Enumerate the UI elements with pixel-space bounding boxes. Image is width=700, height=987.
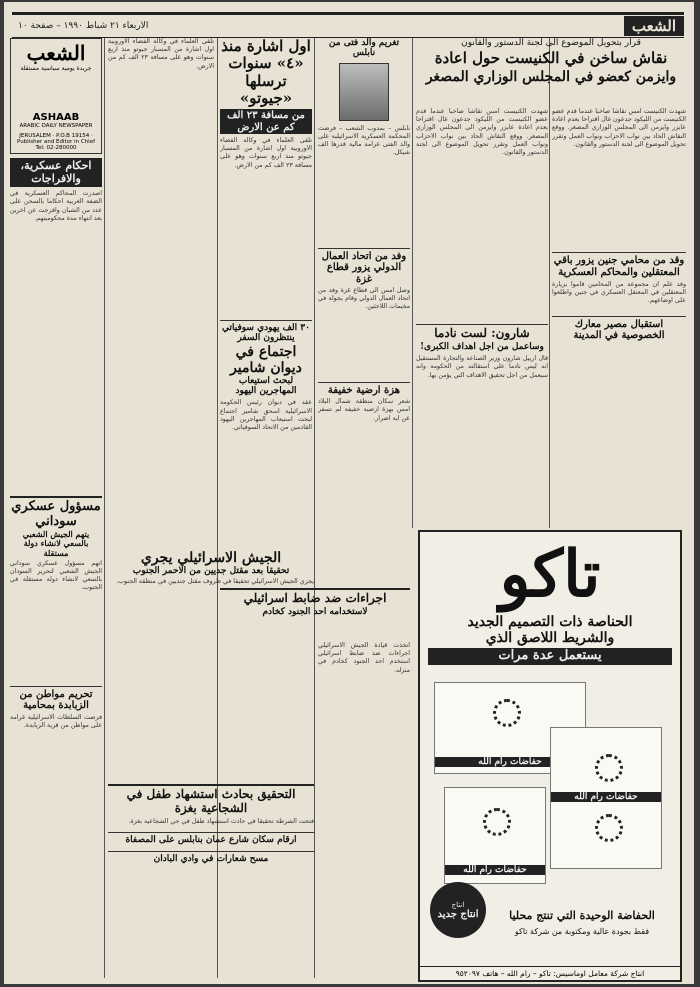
column-rule xyxy=(314,38,315,978)
privacy-headline: استقبال مصير معارك الخصوصية في المدينة xyxy=(552,316,686,342)
diaper-pack-label: حفاضات رام الله xyxy=(551,792,661,802)
army-headline: الجيش الاسرائيلي يجري xyxy=(140,550,282,566)
dateline: الاربعاء ٢١ شباط ١٩٩٠ – صفحة ١٠ xyxy=(18,21,149,31)
ad-slogan-2: فقط بجودة عالية ومكتوبة من شركة تاكو xyxy=(514,927,650,936)
left-column xyxy=(108,38,214,543)
sudan-subhead: يتهم الجيش الشعبي بالسعي لانشاء دولة مستقلة xyxy=(22,529,90,558)
masthead-logo: الشعب xyxy=(26,41,86,65)
sudan-body: اتهم مسؤول عسكري سوداني الجيش الشعبي لتحرير السودان بالسعي لانشاء دولة مستقلة في الجنوب. xyxy=(10,559,102,592)
shamir-meeting-body: عقد في ديوان رئيس الحكومة الاسرائيلية اسحق شامير اجتماع لبحث استيعاب المهاجرين اليهود القادمين من الاتحاد السوفياتي. xyxy=(220,399,312,431)
ad-line-3: يستعمل عدة مرات xyxy=(428,648,672,665)
newspaper-page xyxy=(4,2,694,984)
sudan-headline: مسؤول عسكري سوداني xyxy=(10,496,102,530)
military-rulings-body: اصدرت المحاكم العسكرية في الضفة الغربية احكاما بالسجن على عدد من الشبان وافرجت عن اخرين بعد انتهاء مدة محكوميتهم. xyxy=(10,190,102,222)
far-left-column xyxy=(10,38,102,983)
zababdeh-body: فرضت السلطات الاسرائيلية غرامة على مواطن من قرية الزبابدة. xyxy=(10,713,102,729)
diaper-pack xyxy=(550,727,662,869)
masthead-latin-sub: ARABIC DAILY NEWSPAPER xyxy=(19,123,93,129)
top-story-headline: نقاش ساخن في الكنيست حول اعادة xyxy=(434,49,668,68)
soviet-jews-kicker: ٣٠ الف يهودي سوفياتي ينتظرون السفر xyxy=(220,320,312,344)
masthead-small: الشعب xyxy=(624,16,684,36)
giotto-headline: اول اشارة منذ «٤» سنوات ترسلها «جيوتو» xyxy=(221,38,311,107)
army-story xyxy=(108,550,314,610)
flower-icon xyxy=(483,808,511,836)
top-story-column-1 xyxy=(552,108,686,248)
officer-headline: اجراءات ضد ضابط اسرائيلي xyxy=(220,588,410,606)
boy-photo xyxy=(339,63,389,121)
diaper-pack-label: حفاضات رام الله xyxy=(435,757,585,767)
top-story-body-2: شهدت الكنيست امس نقاشا صاخبا عندما قدم عضو الكنيست من الليكود جدعون غال اقتراحا بعدم اعادة عايزر وايزمن الى المجلس الوزاري المصغر. ووقع النقاش الحاد بين نواب الاحزاب ونواب العمل وتقرر تحويل الموضوع الى لجنة الدستور والقانون. xyxy=(416,108,548,157)
shamir-meeting-subhead: لبحث استيعاب المهاجرين اليهود xyxy=(235,375,297,397)
new-product-badge xyxy=(430,882,486,938)
masthead-box xyxy=(10,38,102,154)
zababdeh-headline: تحريم مواطن من الزبابدة بمحامية xyxy=(10,686,102,712)
military-rulings-headline: احكام عسكرية، والافراجات xyxy=(10,158,102,187)
top-story-column-2 xyxy=(416,108,548,308)
masthead-tagline: جريدة يومية سياسية مستقلة xyxy=(20,65,92,72)
top-story-body: شهدت الكنيست امس نقاشا صاخبا عندما قدم عضو الكنيست من الليكود جدعون غال اقتراحا بعدم اعادة عايزر وايزمن الى المجلس الوزاري المصغر. ووقع النقاش الحاد بين نواب الاحزاب ونواب العمل وتقرر تحويل الموضوع الى لجنة الدستور والقانون. xyxy=(552,108,686,148)
column-rule xyxy=(104,38,105,978)
sharon-body: قال ارييل شارون وزير الصناعة والتجارة المستقيل انه ليس نادما على استقالته من الحكومة وانه سيعمل من اجل تحقيق الاهداف التي يؤمن بها. xyxy=(416,355,548,379)
photo-body: نابلس – بمدوب الشعب – فرضت المحكمة العسكرية الاسرائيلية على والد الفتى غرامة مالية قدرها الف شيكل. xyxy=(318,124,410,157)
officer-subhead: لاستخدامه احد الجنود كخادم xyxy=(262,606,368,617)
officer-body-column xyxy=(318,642,410,782)
flower-icon xyxy=(493,699,521,727)
photo-caption: تغريم والد فتى من نابلس xyxy=(328,38,400,59)
army-body: يجري الجيش الاسرائيلي تحقيقا في ظروف مقتل جنديين في منطقة الجنوب. xyxy=(116,578,314,586)
jenin-lawyers-headline: وقد من محامي جنين يزور باقي المعتقلين والمحاكم العسكرية xyxy=(552,252,686,278)
nablus-headline: ارقام سكان شارع عمان بنابلس على المصفاة xyxy=(108,832,314,845)
top-story-headline-2: وايزمن كعضو في المجلس الوزاري المصغر xyxy=(425,68,677,85)
labor-delegation-body: وصل امس الى قطاع غزة وفد من اتحاد العمال الدولي وقام بجولة في مخيمات اللاجئين. xyxy=(318,287,410,311)
left-center-column xyxy=(220,38,312,578)
ad-line-2: والشريط اللاصق الذي xyxy=(485,629,615,646)
masthead-phone: Tel: 02-280000 xyxy=(35,145,77,151)
slogans-headline: مسح شعارات في وادي البادان xyxy=(108,851,314,864)
diaper-pack xyxy=(444,787,546,884)
top-story xyxy=(416,38,686,85)
shamir-meeting-headline: اجتماع في ديوان شامير xyxy=(230,343,302,376)
giotto-body: تلقى العلماء في وكالة الفضاء الاوروبية اول اشارة من المسبار جيوتو منذ اربع سنوات وهو على مسافة ٢٣ الف كم من الارض. xyxy=(220,137,312,169)
jenin-lawyers-body: وقد علم ان مجموعة من المحامين قاموا بزيارة المعتقلين في المعتقل العسكري في جنين واطلعوا على اوضاعهم. xyxy=(552,281,686,305)
earthquake-headline: هزة ارضية خفيفة xyxy=(318,382,410,397)
sharon-story xyxy=(416,324,548,524)
column-rule xyxy=(412,38,413,528)
ad-line-1: الحناصة ذات التصميم الجديد xyxy=(467,613,633,630)
ad-slogan: الحفاضة الوحيدة التي تنتج محليا xyxy=(509,909,655,922)
page-header xyxy=(12,12,684,38)
badge-label: انتاج xyxy=(451,900,465,909)
center-column xyxy=(318,38,410,984)
flower-icon xyxy=(595,814,623,842)
diaper-pack-label: حفاضات رام الله xyxy=(445,865,545,875)
badge-text: انتاج جديد xyxy=(437,908,479,920)
ad-brand: تاكو xyxy=(499,537,601,612)
top-story-kicker: قرار بتحويل الموضوع الى لجنة الدستور والقانون xyxy=(461,38,641,48)
sharon-headline: شارون: لست نادما xyxy=(416,324,548,341)
masthead-latin: ASHAAB xyxy=(32,112,80,123)
masthead-info: JERUSALEM · P.O.B 19154 · Publisher and Editor in Chief xyxy=(16,133,96,145)
labor-delegation-headline: وفد من اتحاد العمال الدولي يزور قطاع غزة xyxy=(318,248,410,286)
earthquake-body: شعر سكان منطقة شمال البلاد امس بهزة ارضية خفيفة لم تسفر عن اية اضرار. xyxy=(318,398,410,422)
officer-body: اتخذت قيادة الجيش الاسرائيلي اجراءات ضد ضابط اسرائيلي استخدم احد الجنود كخادم في منزله. xyxy=(318,642,410,674)
lower-left-stories xyxy=(108,784,314,974)
giotto-subhead: من مسافة ٢٣ الف كم عن الارض xyxy=(220,109,312,134)
middle-right-column xyxy=(552,252,686,492)
ad-footer: انتاج شركة معامل اوماسيس: تاكو – رام الله – هاتف ٩٥٢٠٩٧ xyxy=(420,966,680,980)
army-subhead: تحقيقا بعد مقتل جديين من الاحمر الجنوب xyxy=(132,566,290,577)
tako-advertisement xyxy=(418,530,682,982)
shujaiya-headline: التحقيق بحادث استشهاد طفل في الشجاعية بغزة xyxy=(108,784,314,816)
column-rule xyxy=(549,38,550,528)
sharon-subhead: وساعمل من اجل اهداف الكبرى! xyxy=(420,341,544,352)
flower-icon xyxy=(595,754,623,782)
giotto-body-continued: تلقى العلماء في وكالة الفضاء الاوروبية اول اشارة من المسبار جيوتو منذ اربع سنوات وهو على مسافة ٢٣ الف كم من الارض. xyxy=(108,38,214,70)
shujaiya-body: فتحت الشرطة تحقيقا في حادث استشهاد طفل في حي الشجاعية بغزة. xyxy=(128,817,314,825)
